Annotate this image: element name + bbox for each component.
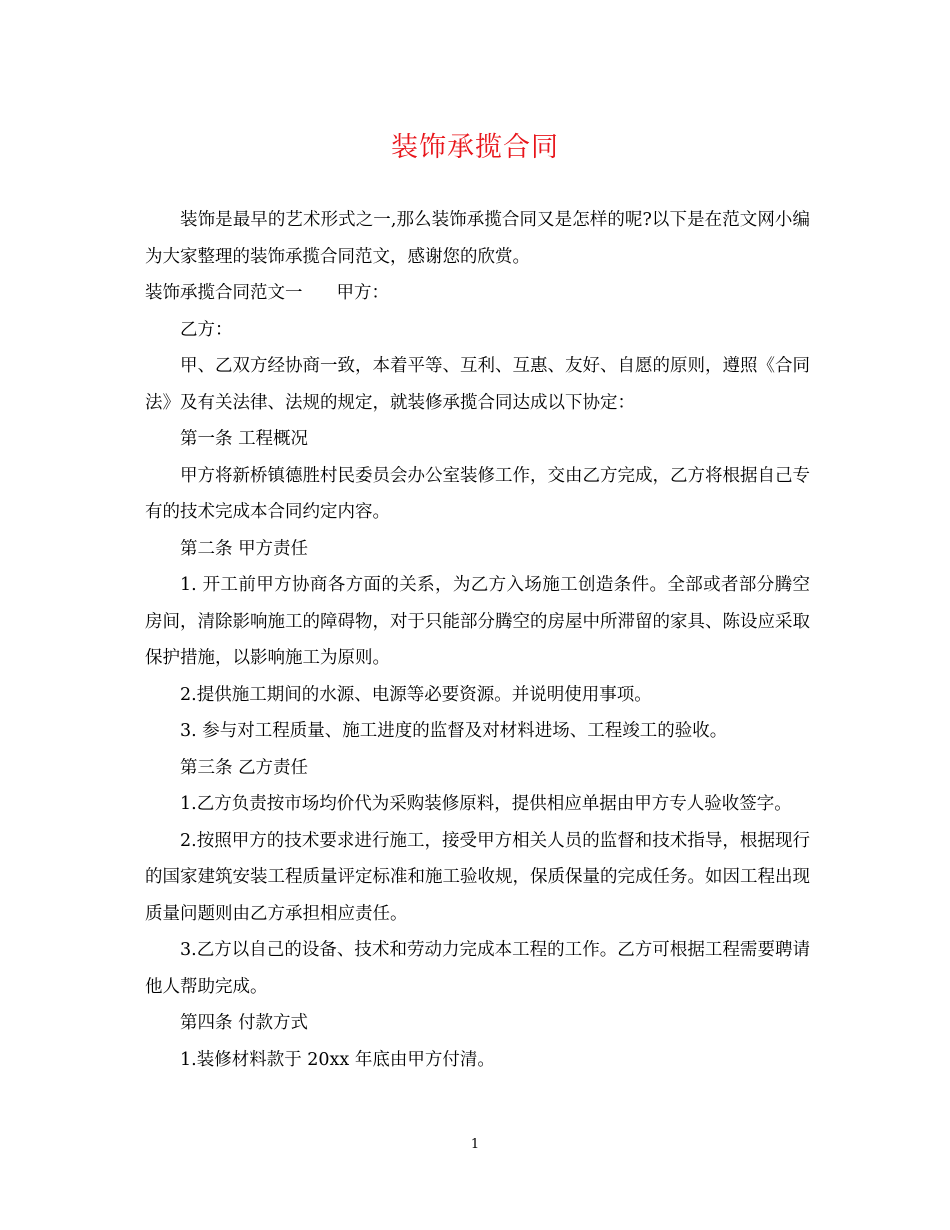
article-4-item: 1.装修材料款于 20xx 年底由甲方付清。: [180, 1049, 495, 1070]
document-body: [145, 202, 810, 1078]
intro-paragraph: 装饰是最早的艺术形式之一,那么装饰承揽合同又是怎样的呢?以下是在范文网小编为大家整理的装饰承揽合同范文，感谢您的欣赏。: [145, 210, 810, 267]
party-a-label: 甲方：: [336, 283, 389, 303]
document-title: 装饰承揽合同: [391, 132, 559, 163]
article-2-item: 1. 开工前甲方协商各方面的关系，为乙方入场施工创造条件。全部或者部分腾空房间，清除影响施工的障碍物，对于只能部分腾空的房屋中所滞留的家具、陈设应采取保护措施，以影响施工为原则。: [145, 575, 810, 668]
article-4-title: 第四条 付款方式: [180, 1013, 309, 1033]
article-3-item: 2.按照甲方的技术要求进行施工，接受甲方相关人员的监督和技术指导，根据现行的国家建筑安装工程质量评定标准和施工验收规，保质保量的完成任务。如因工程出现质量问题则由乙方承担相应责任。: [145, 830, 810, 924]
page-number: 1: [470, 1137, 480, 1152]
article-3-title: 第三条 乙方责任: [180, 757, 309, 778]
sample-heading: 装饰承揽合同范文一: [145, 283, 303, 303]
article-3-item: 1.乙方负责按市场均价代为采购装修原料，提供相应单据由甲方专人验收签字。: [180, 794, 792, 814]
article-2-title: 第二条 甲方责任: [180, 538, 309, 559]
article-2-item: 2.提供施工期间的水源、电源等必要资源。并说明使用事项。: [180, 684, 652, 705]
preamble-paragraph: 甲、乙双方经协商一致，本着平等、互利、互惠、友好、自愿的原则，遵照《合同法》及有关法律、法规的规定，就装修承揽合同达成以下协定：: [145, 356, 810, 413]
article-2-item: 3. 参与对工程质量、施工进度的监督及对材料进场、工程竣工的验收。: [180, 721, 728, 741]
article-3-item: 3.乙方以自己的设备、技术和劳动力完成本工程的工作。乙方可根据工程需要聘请他人帮助完成。: [145, 940, 810, 997]
article-1-text: 甲方将新桥镇德胜村民委员会办公室装修工作，交由乙方完成，乙方将根据自己专有的技术完成本合同约定内容。: [145, 465, 810, 522]
article-1-title: 第一条 工程概况: [180, 429, 309, 449]
party-b-label: 乙方：: [180, 319, 233, 340]
sample-heading-line: [145, 275, 810, 312]
